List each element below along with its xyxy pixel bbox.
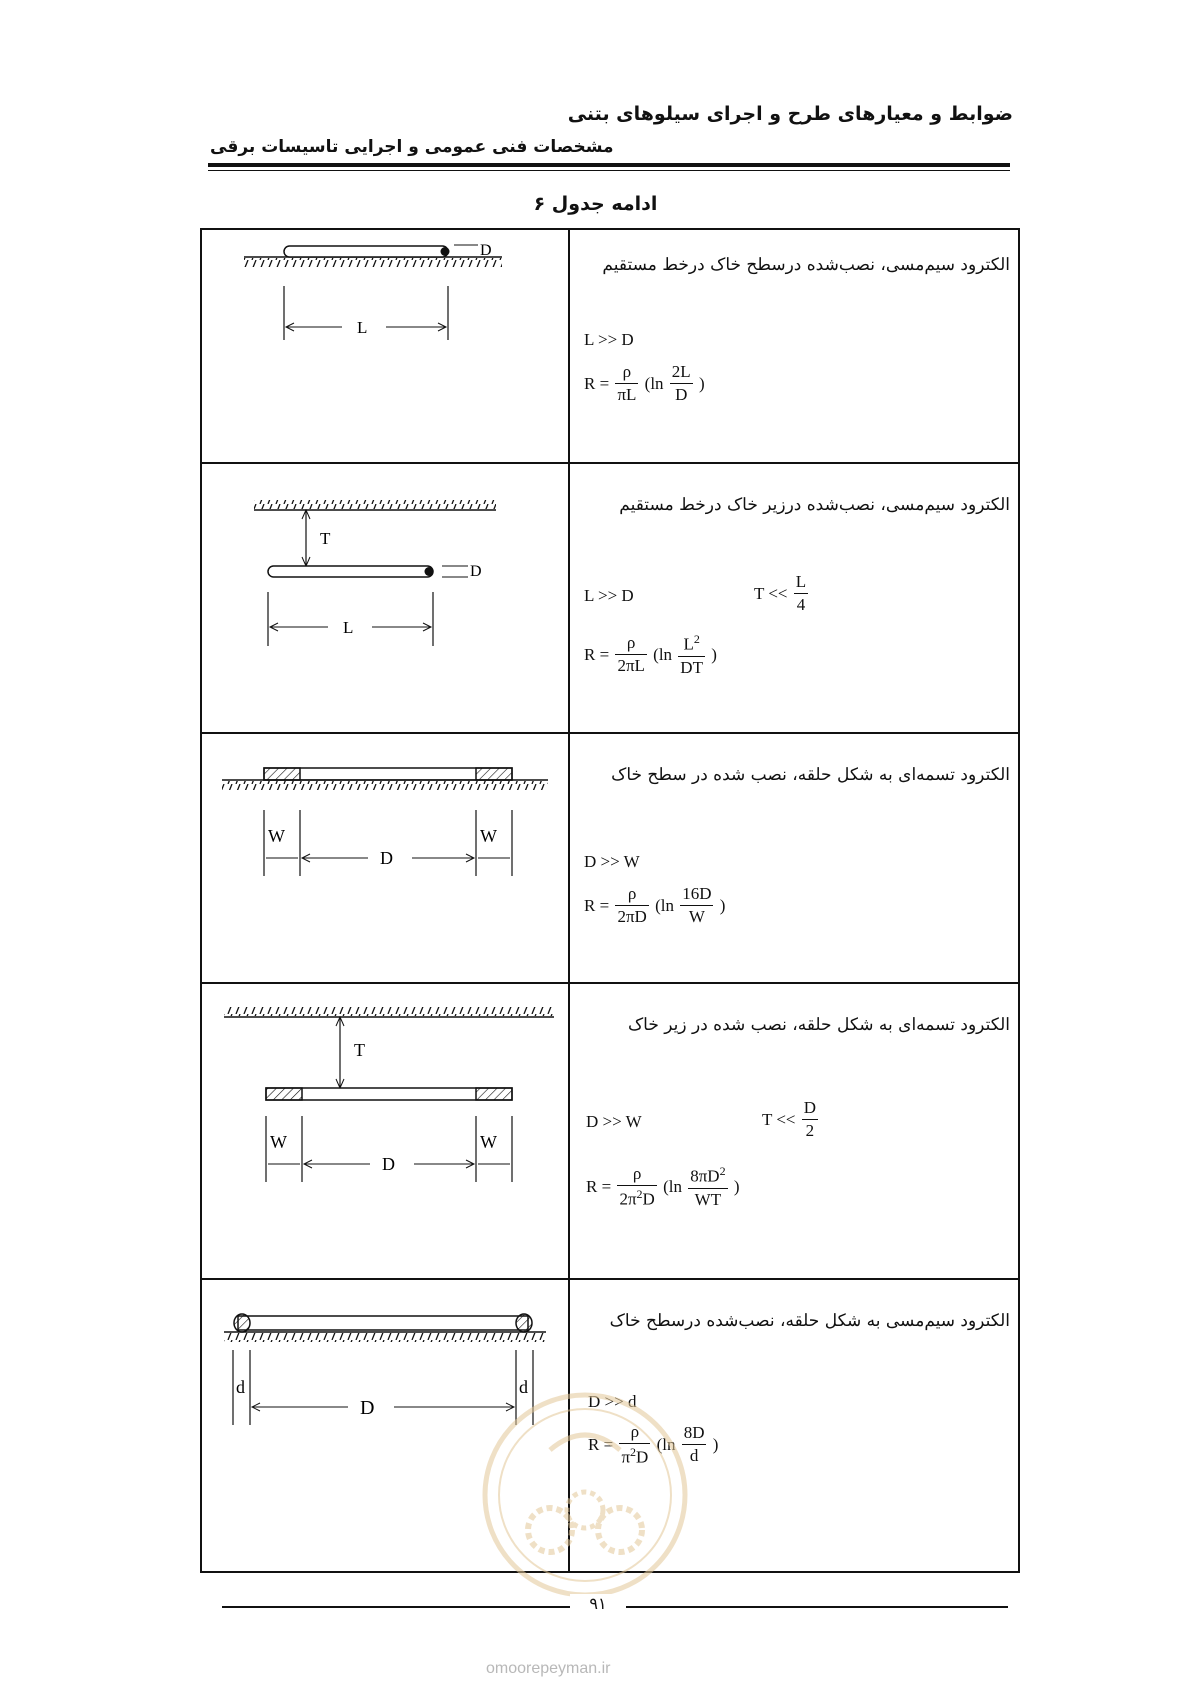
watermark-url: omoorepeyman.ir [486,1660,611,1677]
watermark-logo-icon [480,1390,690,1600]
document-subtitle: مشخصات فنی عمومی و اجرایی تاسیسات برقی [210,137,614,157]
strip-buried-diagram [202,984,568,1278]
width-label: W [480,826,497,846]
figure-strip-ring-surface [202,734,568,982]
diameter-label: D [470,563,482,580]
row-description: الکترود سیم‌مسی، نصب‌شده درزیر خاک درخط مستقیم [619,495,1010,515]
condition-depth: T << $\frac{L}{4}$ [754,572,807,614]
condition: D >> W [584,852,640,871]
length-label: L [343,618,354,637]
strip-surface-diagram [202,734,568,982]
header-rule-thick [208,163,1010,167]
row-description: الکترود تسمه‌ای به شکل حلقه، نصب شده در زیر خاک [627,1015,1010,1035]
depth-label: T [320,529,331,548]
row-description: الکترود تسمه‌ای به شکل حلقه، نصب شده در سطح خاک [611,765,1010,785]
diameter-label: D [382,1154,395,1174]
condition: D >> d [588,1392,637,1411]
document-title: ضوابط و معیارهای طرح و اجرای سیلوهای بتنی [567,103,1013,125]
row-description: الکترود سیم‌مسی، نصب‌شده درسطح خاک درخط مستقیم [602,255,1010,275]
figure-straight-wire-surface [202,230,568,462]
figure-straight-wire-buried [202,464,568,732]
condition: D >> W [586,1112,642,1131]
electrode-table [200,228,1020,1573]
condition-depth: T << $\frac{D}{2}$ [762,1098,817,1140]
resistance-formula: R = $\frac{\rho}{\pi^2D}$ (ln $\frac{8D}{d}$ ) [588,1422,719,1467]
width-label: W [268,826,285,846]
figure-strip-ring-buried [202,984,568,1278]
table-row [202,464,1018,734]
resistance-formula: R = $\frac{\rho}{2\pi D}$ (ln $\frac{16D}{W}$ ) [584,884,726,926]
table-row [202,230,1018,464]
resistance-formula: R = $\frac{\rho}{\pi L}$ (ln $\frac{2L}{D}$ ) [584,362,705,404]
condition: L >> D [584,330,634,349]
table-row [202,984,1018,1280]
width-label: W [270,1132,287,1152]
resistance-formula: R = $\frac{\rho}{2\pi L}$ (ln $\frac{L^2}{DT}$ ) [584,632,717,677]
width-label: W [480,1132,497,1152]
diameter-label: D [480,242,492,259]
table-row [202,734,1018,984]
header-rule-thin [208,170,1010,171]
wire-diameter-label: d [236,1377,245,1397]
table-title: ادامه جدول ۶ [533,193,658,215]
diameter-label: D [360,1397,375,1419]
condition: L >> D [584,586,634,605]
wire-diameter-label: d [519,1377,528,1397]
row-description: الکترود سیم‌مسی به شکل حلقه، نصب‌شده درسطح خاک [609,1311,1010,1331]
resistance-formula: R = $\frac{\rho}{2\pi^2D}$ (ln $\frac{8\pi D^2}{WT}$ ) [586,1164,740,1209]
wire-buried-diagram [202,464,568,732]
wire-surface-diagram [202,230,568,462]
depth-label: T [354,1040,365,1060]
length-label: L [357,318,368,337]
page-number: ۹۱ [570,1594,626,1613]
diameter-label: D [380,848,393,868]
